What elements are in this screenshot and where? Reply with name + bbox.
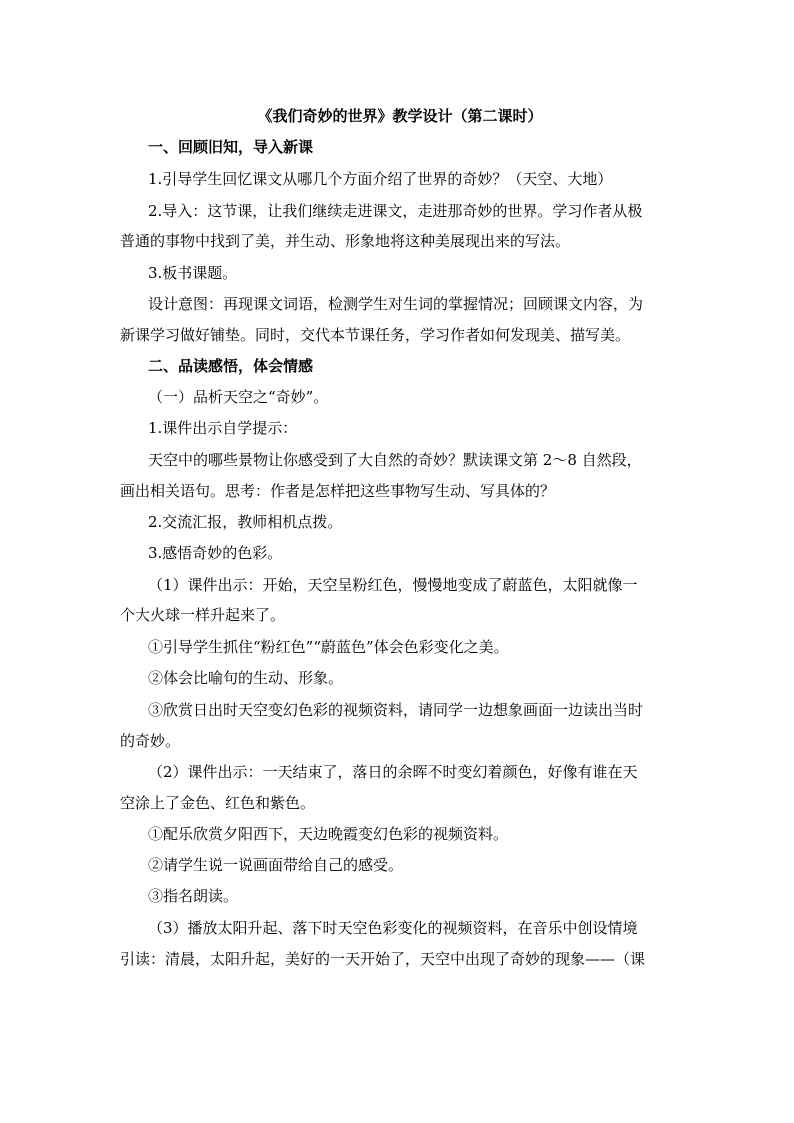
paragraph-line: 新课学习做好铺垫。同时，交代本节课任务，学习作者如何发现美、描写美。 — [120, 326, 631, 344]
paragraph-line: ①配乐欣赏夕阳西下，天边晚霞变幻色彩的视频资料。 — [148, 825, 509, 843]
paragraph-line: ①引导学生抓住“粉红色”“蔚蓝色”体会色彩变化之美。 — [148, 638, 509, 656]
section-heading-1: 一、回顾旧知，导入新课 — [148, 138, 314, 156]
paragraph-line: 1.课件出示自学提示： — [148, 419, 298, 437]
paragraph-line: 的奇妙。 — [120, 732, 181, 750]
paragraph-line: 普通的事物中找到了美，并生动、形象地将这种美展现出来的写法。 — [120, 232, 571, 250]
paragraph-line: ②请学生说一说画面带给自己的感受。 — [148, 856, 404, 874]
paragraph-line: ②体会比喻句的生动、形象。 — [148, 669, 344, 687]
section-heading-2: 二、品读感悟，体会情感 — [148, 357, 314, 375]
paragraph-line: 2.交流汇报，教师相机点拨。 — [148, 513, 343, 531]
paragraph-line: ③欣赏日出时天空变幻色彩的视频资料，请同学一边想象画面一边读出当时 — [148, 701, 644, 719]
document-title: 《我们奇妙的世界》教学设计（第二课时） — [257, 107, 543, 125]
paragraph-line: 引读：清晨，太阳升起，美好的一天开始了，天空中出现了奇妙的现象——（课 — [120, 950, 646, 968]
paragraph-line: （一）品析天空之“奇妙”。 — [148, 388, 329, 406]
paragraph-line: 3.板书课题。 — [148, 264, 238, 282]
paragraph-line: 1.引导学生回忆课文从哪几个方面介绍了世界的奇妙？（天空、大地） — [148, 170, 613, 188]
paragraph-line: （3）播放太阳升起、落下时天空色彩变化的视频资料，在音乐中创设情境 — [148, 919, 638, 937]
paragraph-line: （2）课件出示：一天结束了，落日的余晖不时变幻着颜色，好像有谁在天 — [148, 763, 638, 781]
paragraph-line: 天空中的哪些景物让你感受到了大自然的奇妙？默读课文第 2～8 自然段， — [148, 451, 642, 469]
paragraph-line: 设计意图：再现课文词语，检测学生对生词的掌握情况；回顾课文内容，为 — [148, 295, 644, 313]
paragraph-line: （1）课件出示：开始，天空呈粉红色，慢慢地变成了蔚蓝色，太阳就像一 — [148, 576, 638, 594]
paragraph-line: 3.感悟奇妙的色彩。 — [148, 544, 283, 562]
paragraph-line: 画出相关语句。思考：作者是怎样把这些事物写生动、写具体的？ — [120, 482, 556, 500]
paragraph-line: 2.导入：这节课，让我们继续走进课文，走进那奇妙的世界。学习作者从极 — [148, 202, 643, 220]
paragraph-line: ③指名朗读。 — [148, 887, 239, 905]
paragraph-line: 个大火球一样升起来了。 — [120, 606, 286, 624]
paragraph-line: 空涂上了金色、红色和紫色。 — [120, 794, 316, 812]
